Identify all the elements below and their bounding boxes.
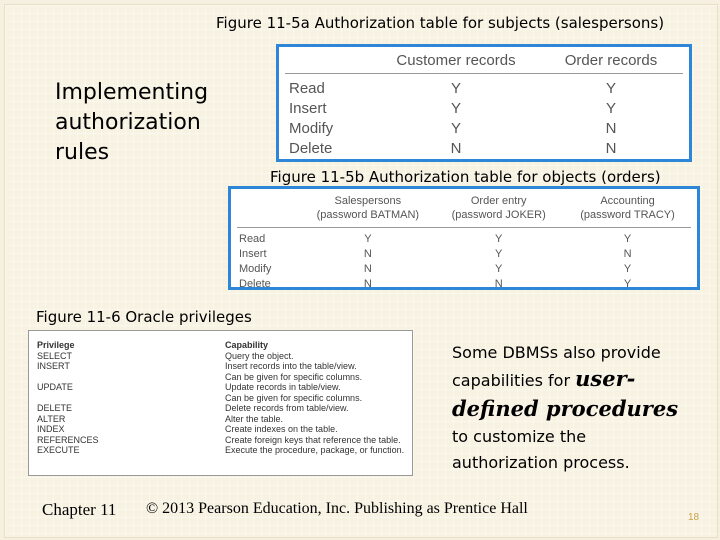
oracle-header-row: [37, 340, 412, 351]
oracle-header-cell: Capability: [225, 340, 269, 350]
privilege-cell: UPDATE: [37, 382, 73, 392]
capability-cell: Can be given for specific columns.: [225, 371, 363, 382]
table-row: [239, 261, 691, 276]
capability-cell: Can be given for specific columns.: [225, 392, 363, 403]
table-5b-header-cell: [302, 194, 433, 222]
table-cell: Y: [450, 79, 461, 97]
table-5a-header-cell: Order records: [564, 51, 658, 69]
capability-cell: Delete records from table/view.: [225, 403, 349, 413]
authorization-table-subjects: [276, 44, 692, 162]
table-row: [289, 98, 683, 118]
table-5a-body: [289, 78, 683, 158]
table-cell: Y: [450, 99, 461, 117]
table-cell: N: [605, 119, 617, 137]
capability-cell: Query the object.: [225, 350, 294, 361]
privilege-cell: INDEX: [37, 424, 65, 434]
side-note-emphasis-2: defined procedures: [452, 396, 679, 421]
privilege-cell: [37, 393, 225, 404]
row-label: Modify: [239, 262, 272, 275]
privilege-cell: REFERENCES: [37, 434, 99, 445]
side-note-line-5: authorization process.: [452, 453, 630, 472]
row-label: Insert: [289, 99, 327, 117]
privilege-cell: [37, 372, 225, 383]
row-label: Delete: [289, 139, 333, 157]
row-label: Delete: [239, 277, 271, 290]
table-row: [239, 231, 691, 246]
side-note: [452, 340, 714, 476]
side-note-emphasis-1: user-: [575, 366, 636, 391]
table-row: [37, 445, 412, 456]
table-5b-header-row: [237, 189, 691, 228]
table-cell: N: [450, 139, 462, 157]
table-row: [37, 382, 412, 393]
table-row: [37, 351, 412, 362]
table-cell: Y: [605, 99, 616, 117]
table-cell: N: [363, 262, 372, 275]
table-cell: Y: [495, 247, 503, 260]
header-line: Accounting: [600, 195, 655, 207]
row-label: Read: [289, 79, 325, 97]
table-5b-header-cell: [433, 194, 564, 222]
oracle-table-body: [29, 331, 412, 456]
table-cell: Y: [495, 262, 503, 275]
footer-copyright: © 2013 Pearson Education, Inc. Publishing as Prentice Hall: [146, 500, 528, 517]
table-cell: Y: [623, 277, 632, 290]
capability-cell: Create indexes on the table.: [225, 424, 338, 434]
side-note-line-2: [452, 366, 714, 394]
table-cell: Y: [623, 262, 632, 275]
row-label: Read: [239, 232, 266, 245]
oracle-header-cell: Privilege: [37, 340, 75, 350]
privilege-cell: INSERT: [37, 361, 70, 371]
figure-5a-caption: Figure 11-5a Authorization table for subjects (salespersons): [216, 14, 665, 32]
table-row: [289, 138, 683, 158]
table-row: [37, 403, 412, 414]
table-cell: Y: [450, 119, 461, 137]
side-note-line-1: Some DBMSs also provide: [452, 343, 661, 362]
footer-chapter: Chapter 11: [42, 500, 117, 519]
row-label: Modify: [289, 119, 334, 137]
side-title-line-1: Implementing: [55, 80, 209, 105]
figure-5b-caption: Figure 11-5b Authorization table for objects (orders): [270, 168, 661, 186]
table-row: [289, 78, 683, 98]
page-number: 18: [688, 512, 700, 523]
header-line: Order entry: [470, 195, 527, 207]
table-cell: N: [363, 247, 372, 260]
table-5a-header-cell: Customer records: [396, 51, 516, 69]
side-title: [55, 78, 208, 168]
capability-cell: Create foreign keys that reference the table.: [225, 434, 401, 445]
table-cell: N: [623, 247, 632, 260]
privilege-cell: ALTER: [37, 413, 66, 424]
table-5b-header-cell: [564, 194, 691, 222]
privilege-cell: EXECUTE: [37, 445, 80, 455]
authorization-table-objects: [228, 186, 700, 290]
capability-cell: Update records in table/view.: [225, 382, 341, 392]
table-row: [37, 361, 412, 372]
table-cell: N: [494, 277, 503, 290]
table-cell: Y: [364, 232, 372, 245]
table-row: [289, 118, 683, 138]
figure-6-caption: Figure 11-6 Oracle privileges: [36, 308, 252, 326]
capability-cell: Alter the table.: [225, 413, 284, 424]
capability-cell: Insert records into the table/view.: [225, 361, 357, 371]
table-5a-header-row: [285, 47, 683, 74]
table-row: [239, 246, 691, 261]
table-cell: Y: [605, 79, 616, 97]
table-5b-body: [239, 231, 691, 291]
table-cell: Y: [623, 232, 632, 245]
header-line: Salespersons: [334, 195, 402, 207]
privilege-cell: SELECT: [37, 350, 73, 361]
capability-cell: Execute the procedure, package, or function.: [225, 445, 405, 455]
table-row: [239, 276, 691, 291]
table-row: [37, 372, 412, 383]
privilege-cell: DELETE: [37, 403, 73, 413]
table-row: [37, 414, 412, 425]
table-row: [37, 435, 412, 446]
table-cell: N: [363, 277, 372, 290]
header-line: (password TRACY): [580, 209, 675, 221]
header-line: (password BATMAN): [316, 209, 420, 221]
table-cell: N: [605, 139, 617, 157]
row-label: Insert: [239, 247, 267, 260]
side-title-line-3: rules: [55, 140, 110, 165]
side-note-line-4: to customize the: [452, 427, 587, 446]
side-note-line-2a: capabilities for: [452, 371, 576, 390]
table-row: [37, 393, 412, 404]
header-line: (password JOKER): [451, 209, 546, 221]
table-row: [37, 424, 412, 435]
table-cell: Y: [495, 232, 503, 245]
side-title-line-2: authorization: [55, 110, 201, 135]
oracle-privileges-table: [28, 330, 413, 476]
